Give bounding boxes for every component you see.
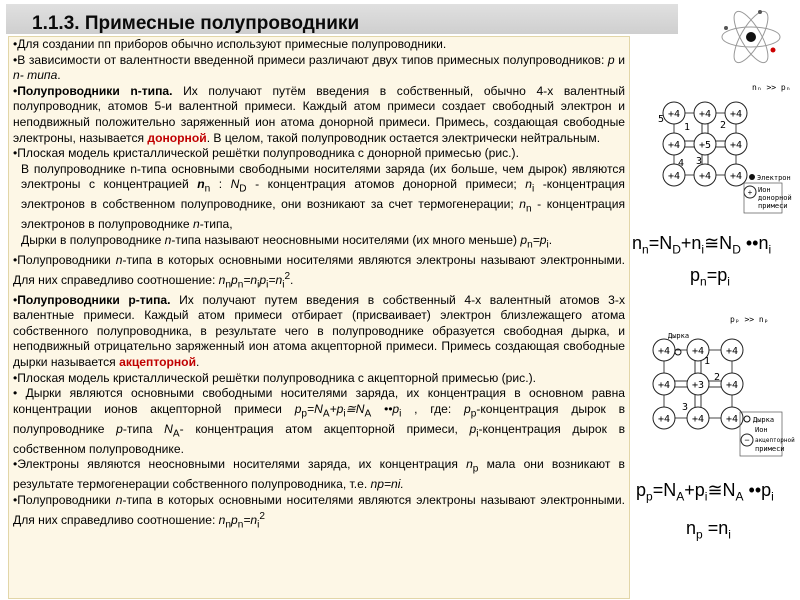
- atom-icon: [718, 6, 784, 68]
- text-run: . В целом, такой полупроводник остается электрически нейтральным.: [206, 130, 601, 145]
- text-run: - концентрация электронов в полупроводнике: [21, 197, 625, 232]
- text-run: i: [728, 527, 731, 542]
- text-run: n: [519, 197, 527, 212]
- text-run: .: [548, 232, 553, 247]
- text-run: •Для создании пп приборов обычно используют примесные полупроводники.: [13, 37, 447, 51]
- text-run: n: [192, 217, 200, 232]
- text-run: D: [239, 183, 247, 195]
- text-run: n: [526, 203, 532, 215]
- marker-number: 4: [678, 158, 685, 169]
- text-run: A: [322, 408, 330, 420]
- text-run: мала они возникают в результате термогенерации собственного полупроводника, т.е.: [13, 457, 625, 492]
- text-run: В полупроводнике n-типа основными свободными носителями заряда (их больше, чем дырок) являются электроны с концентрацией: [21, 161, 625, 192]
- text-run: p: [646, 489, 653, 504]
- text-run: ••n: [740, 233, 769, 253]
- legend-text: акцепторной: [755, 437, 795, 444]
- marker-number: 2: [714, 372, 721, 383]
- ion-plus: +: [747, 188, 753, 197]
- text-box: [8, 36, 630, 599]
- marker-number: 2: [720, 120, 727, 131]
- paragraph: [9, 386, 629, 457]
- text-run: i: [531, 183, 535, 195]
- text-run: .: [57, 68, 61, 83]
- text-run: D: [672, 242, 681, 257]
- neighbor-atom-label: +4: [691, 346, 705, 357]
- text-run: p: [472, 463, 479, 475]
- corner-atom-label: +4: [667, 109, 681, 120]
- corner-atom-label: +4: [657, 414, 671, 425]
- corner-atom-label: +4: [657, 346, 671, 357]
- neighbor-atom-label: +4: [698, 109, 712, 120]
- text-run: - концентрация атомов донорной примеси;: [246, 177, 526, 192]
- paragraph: [9, 457, 629, 493]
- text-run: -типа: [122, 421, 165, 436]
- paragraph: [9, 493, 629, 533]
- text-run: n: [164, 232, 172, 247]
- text-run: n: [115, 492, 123, 507]
- text-run: =N: [648, 233, 673, 253]
- neighbor-atom-label: +4: [729, 140, 743, 151]
- legend-text: примеси: [755, 445, 785, 453]
- text-run: n: [237, 518, 244, 530]
- text-run: -концентрация электронов в собственном полупроводнике, они возникают за счет термогенерации;: [21, 177, 625, 212]
- text-run: •: [13, 292, 18, 307]
- legend-text: донорной: [758, 194, 792, 202]
- text-run: n: [218, 512, 226, 527]
- text-run: i: [704, 489, 708, 504]
- paragraph: [9, 146, 629, 162]
- text-run: -концентрация дырок в полупроводнике: [13, 401, 625, 436]
- text-run: p: [294, 401, 302, 416]
- formula-p-concentration: [636, 480, 774, 504]
- text-run: =n: [243, 512, 258, 527]
- neighbor-atom-label: +4: [691, 414, 705, 425]
- highlight-term: донорной: [147, 130, 207, 145]
- ion-minus: −: [744, 435, 750, 445]
- text-run: 2: [284, 270, 291, 282]
- marker-number: 1: [684, 122, 691, 133]
- paragraph: [9, 293, 629, 371]
- text-run: =N: [307, 401, 323, 416]
- text-run: A: [364, 408, 372, 420]
- text-run: i: [343, 408, 346, 420]
- text-run: .: [196, 354, 200, 369]
- corner-atom-label: +4: [725, 346, 739, 357]
- text-run: =n: [702, 518, 729, 538]
- text-run: :: [210, 177, 231, 192]
- text-run: n: [686, 518, 697, 538]
- p-type-lattice-diagram: [634, 306, 795, 466]
- text-run: p: [696, 527, 703, 542]
- neighbor-atom-label: +4: [657, 380, 671, 391]
- marker-number: 1: [704, 356, 711, 367]
- text-run: -типа в которых основными носителями являются электроны называют электронными. Для них справедливо соотношение:: [13, 252, 625, 287]
- text-run: n: [197, 177, 205, 192]
- text-run: +p: [329, 401, 344, 416]
- text-run: N: [230, 177, 240, 192]
- text-run: Полупроводники р-типа.: [17, 292, 171, 307]
- text-run: n- типа: [13, 68, 58, 83]
- n-type-lattice-diagram: [634, 78, 792, 220]
- text-run: р: [607, 52, 615, 67]
- electron-dot: [749, 174, 755, 180]
- neighbor-atom-label: +4: [667, 140, 681, 151]
- marker-number: 5: [658, 114, 665, 125]
- paragraph: [9, 162, 629, 233]
- text-run: p: [520, 232, 528, 247]
- text-run: •Плоская модель кристаллической решётки полупроводника с акцепторной примесью (рис.).: [13, 370, 536, 385]
- text-run: p: [470, 408, 477, 420]
- text-run: •В зависимости от валентности введенной примеси различают двух типов примесных полупроводников:: [13, 52, 608, 67]
- text-run: np=ni.: [370, 477, 404, 492]
- text-run: p: [259, 272, 267, 287]
- text-run: Дырки в полупроводнике: [21, 232, 165, 247]
- text-run: A: [172, 428, 180, 440]
- diagram-header: nₙ >> pₙ: [752, 83, 791, 92]
- text-run: p: [463, 401, 471, 416]
- text-run: -типа в которых основными носителями являются электроны называют электронными. Для них справедливо соотношение:: [13, 492, 625, 527]
- text-run: Полупроводники n-типа.: [17, 83, 173, 98]
- text-run: ••p: [743, 480, 772, 500]
- text-run: p: [231, 512, 238, 527]
- text-run: D: [732, 242, 741, 257]
- text-run: n: [466, 457, 473, 472]
- neighbor-atom-label: +4: [698, 171, 712, 182]
- text-run: p: [690, 265, 701, 285]
- text-run: -типа,: [199, 217, 233, 232]
- legend-text: Дырка: [753, 416, 775, 424]
- text-run: ≅N: [345, 401, 365, 416]
- text-run: =n: [243, 272, 258, 287]
- text-run: .: [290, 272, 294, 287]
- text-run: Их получают путём введения в собственный, обычно 4-х валентный полупроводник, атомов 5-и валентной примеси. Каждый атом примеси создает свободный электрон и неподвижный положительно заряженный ион атома донорной примеси. Примесь, создающая свободные электроны, называется: [13, 83, 625, 145]
- text-run: n: [115, 252, 123, 267]
- impurity-atom-label: +5: [698, 140, 712, 151]
- text-run: •Полупроводники: [13, 252, 116, 267]
- impurity-atom-label: +3: [691, 380, 705, 391]
- hole-symbol: [744, 416, 750, 422]
- legend-text: примеси: [758, 202, 788, 210]
- paragraph: [9, 37, 629, 53]
- text-run: -концентрация дырок в собственном полупроводнике.: [13, 421, 625, 456]
- paragraph: [9, 84, 629, 146]
- text-run: i: [768, 242, 772, 257]
- text-run: n: [700, 274, 707, 289]
- text-run: =p: [532, 232, 547, 247]
- text-run: p: [636, 480, 647, 500]
- text-run: n: [632, 233, 643, 253]
- text-run: -типа называют неосновными носителями (их много меньше): [171, 232, 521, 247]
- text-run: N: [164, 421, 173, 436]
- text-run: и: [614, 52, 625, 67]
- paragraph: [9, 233, 629, 253]
- text-run: ••p: [371, 401, 400, 416]
- text-run: n: [218, 272, 226, 287]
- text-run: p: [116, 421, 123, 436]
- marker-number: 3: [682, 402, 689, 413]
- text-run: i: [546, 239, 549, 251]
- text-run: , где:: [401, 401, 464, 416]
- corner-atom-label: +4: [729, 171, 743, 182]
- text-run: •: [13, 83, 18, 98]
- highlight-term: акцепторной: [119, 354, 197, 369]
- text-run: n: [225, 518, 232, 530]
- text-run: i: [257, 278, 260, 290]
- text-run: n: [525, 177, 532, 192]
- text-run: •Полупроводники: [13, 492, 116, 507]
- paragraph: [9, 371, 629, 387]
- text-run: 2: [259, 510, 266, 522]
- formula-n-concentration: [632, 233, 771, 257]
- text-run: i: [282, 278, 285, 290]
- corner-atom-label: +4: [725, 414, 739, 425]
- text-run: • Дырки являются основными свободными носителями заряда, их концентрация в основном равна концентрации ионов акцепторной примеси: [13, 386, 625, 416]
- legend-text: Ион: [755, 426, 768, 434]
- page-title: 1.1.3. Примесные полупроводники: [32, 13, 360, 34]
- text-run: =N: [652, 480, 677, 500]
- text-run: i: [257, 518, 260, 530]
- text-run: A: [676, 489, 685, 504]
- hole-label: Дырка: [668, 332, 690, 340]
- text-run: ≅N: [704, 233, 733, 253]
- text-run: i: [727, 274, 730, 289]
- text-run: n: [225, 278, 232, 290]
- legend-text: Ион: [758, 186, 771, 194]
- corner-atom-label: +4: [729, 109, 743, 120]
- text-run: ≅N: [707, 480, 736, 500]
- text-run: - концентрация атом акцепторной примеси,: [179, 421, 470, 436]
- text-run: i: [701, 242, 705, 257]
- paragraph: [9, 53, 629, 84]
- text-run: n: [527, 239, 533, 251]
- text-run: =p: [706, 265, 728, 285]
- title-bar: [6, 4, 678, 34]
- marker-number: 3: [696, 156, 703, 167]
- legend-text: Электрон: [757, 174, 791, 182]
- formula-n-concentration-p-type: [686, 518, 731, 542]
- text-run: •Электроны являются неосновными носителями заряда, их концентрация: [13, 457, 467, 472]
- text-run: +p: [684, 480, 705, 500]
- text-run: =n: [268, 272, 283, 287]
- text-run: p: [231, 272, 238, 287]
- neighbor-atom-label: +4: [725, 380, 739, 391]
- text-run: •Плоская модель кристаллической решётки полупроводника с донорной примесью (рис.).: [13, 146, 519, 161]
- text-run: +n: [680, 233, 702, 253]
- text-run: i: [399, 408, 402, 420]
- text-run: p: [469, 421, 477, 436]
- text-run: i: [476, 428, 479, 440]
- corner-atom-label: +4: [667, 171, 681, 182]
- text-run: p: [301, 408, 308, 420]
- text-run: i: [771, 489, 774, 504]
- diagram-header: pₚ >> nₚ: [730, 315, 769, 324]
- text-run: A: [735, 489, 744, 504]
- text-run: i: [266, 278, 269, 290]
- paragraph: [9, 253, 629, 293]
- text-run: n: [237, 278, 244, 290]
- formula-p-concentration-n-type: [690, 265, 730, 289]
- text-run: n: [642, 242, 649, 257]
- text-run: n: [204, 183, 211, 195]
- text-run: Их получают путем введения в собственный 4-х валентный атомов 3-х валентные примеси. Каждый атом примеси отбирает (присваивает) электрон близлежащего атома собственного полупроводника, в результате чего в полупроводнике образуется свободная дырка, и неподвижный отрицательно заряженный ион атома акцепторной примеси. Примесь создающая свободные дырки называется: [13, 292, 625, 369]
